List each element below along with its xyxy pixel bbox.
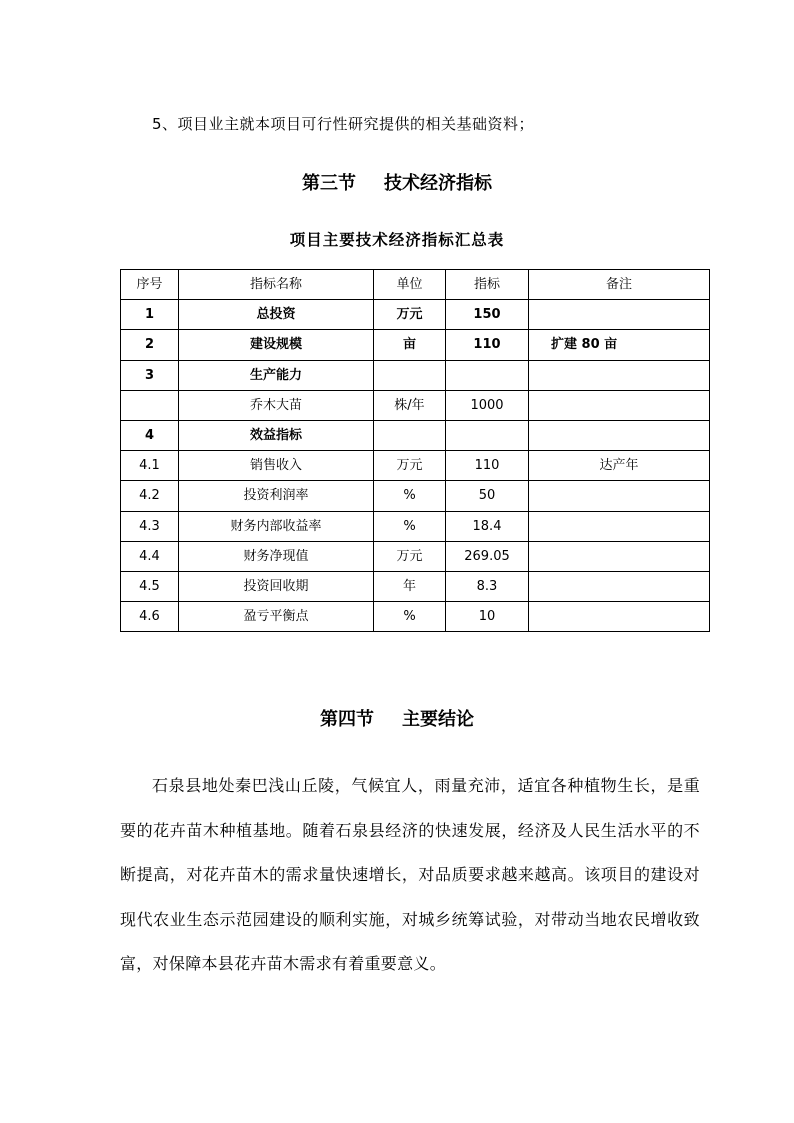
table-cell: 株/年 <box>374 390 446 420</box>
table-cell <box>529 481 710 511</box>
table-cell: 8.3 <box>446 571 529 601</box>
intro-list-item: 5、项目业主就本项目可行性研究提供的相关基础资料； <box>152 115 535 133</box>
table-row <box>121 390 710 420</box>
header-cell: 序号 <box>121 270 179 300</box>
table-cell <box>529 420 710 450</box>
table-cell: % <box>374 602 446 632</box>
table-cell: 4.1 <box>121 451 179 481</box>
table-cell: 4.2 <box>121 481 179 511</box>
table-row <box>121 541 710 571</box>
table-row <box>121 300 710 330</box>
table-cell: 2 <box>121 330 179 360</box>
table-cell <box>529 390 710 420</box>
table-cell: 万元 <box>374 451 446 481</box>
table-cell: 4.3 <box>121 511 179 541</box>
header-cell: 指标 <box>446 270 529 300</box>
table-row <box>121 420 710 450</box>
table-cell: 乔木大苗 <box>179 390 374 420</box>
table-cell: 10 <box>446 602 529 632</box>
table-row <box>121 451 710 481</box>
section3-title: 技术经济指标 <box>384 173 492 194</box>
table-cell: 销售收入 <box>179 451 374 481</box>
table-cell: 总投资 <box>179 300 374 330</box>
table-cell: 万元 <box>374 300 446 330</box>
table-cell <box>529 511 710 541</box>
table-row <box>121 360 710 390</box>
conclusion-paragraph: 石泉县地处秦巴浅山丘陵，气候宜人，雨量充沛，适宜各种植物生长，是重要的花卉苗木种植基地。随着石泉县经济的快速发展，经济及人民生活水平的不断提高，对花卉苗木的需求量快速增长，对品质要求越来越高。该项目的建设对现代农业生态示范园建设的顺利实施，对城乡统筹试验，对带动当地农民增收致富，对保障本县花卉苗木需求有着重要意义。 <box>120 776 700 974</box>
table-cell: 投资利润率 <box>179 481 374 511</box>
table-cell: 110 <box>446 330 529 360</box>
table-header-row <box>121 270 710 300</box>
table-cell: 150 <box>446 300 529 330</box>
table-title: 项目主要技术经济指标汇总表 <box>289 231 505 249</box>
table-row <box>121 481 710 511</box>
table-cell: 4.4 <box>121 541 179 571</box>
table-cell: 110 <box>446 451 529 481</box>
table-cell <box>121 390 179 420</box>
table-cell: 4.5 <box>121 571 179 601</box>
table-cell: 年 <box>374 571 446 601</box>
table-cell <box>529 360 710 390</box>
table-cell <box>529 541 710 571</box>
table-cell <box>446 420 529 450</box>
table-cell: 1000 <box>446 390 529 420</box>
header-cell: 单位 <box>374 270 446 300</box>
indicator-summary-table <box>120 269 710 632</box>
section3-number: 第三节 <box>302 173 356 194</box>
table-cell: 4 <box>121 420 179 450</box>
header-cell: 指标名称 <box>179 270 374 300</box>
table-cell: 投资回收期 <box>179 571 374 601</box>
table-cell: % <box>374 481 446 511</box>
table-cell <box>446 360 529 390</box>
table-cell: 财务内部收益率 <box>179 511 374 541</box>
conclusion-body <box>120 764 700 987</box>
table-row <box>121 571 710 601</box>
table-row <box>121 602 710 632</box>
table-cell: 生产能力 <box>179 360 374 390</box>
table-cell <box>529 300 710 330</box>
table-cell: % <box>374 511 446 541</box>
table-cell <box>529 602 710 632</box>
table-cell: 达产年 <box>529 451 710 481</box>
table-cell: 扩建 80 亩 <box>529 330 710 360</box>
table-cell: 4.6 <box>121 602 179 632</box>
table-cell: 盈亏平衡点 <box>179 602 374 632</box>
section3-heading <box>0 169 794 195</box>
table-cell: 效益指标 <box>179 420 374 450</box>
table-cell: 3 <box>121 360 179 390</box>
table-cell: 50 <box>446 481 529 511</box>
table-cell: 亩 <box>374 330 446 360</box>
table-cell: 建设规模 <box>179 330 374 360</box>
header-cell: 备注 <box>529 270 710 300</box>
table-cell <box>374 360 446 390</box>
table-cell <box>529 571 710 601</box>
table-row <box>121 511 710 541</box>
table-cell: 财务净现值 <box>179 541 374 571</box>
table-cell: 万元 <box>374 541 446 571</box>
table-cell: 18.4 <box>446 511 529 541</box>
table-row <box>121 330 710 360</box>
section4-number: 第四节 <box>320 709 374 730</box>
table-cell: 269.05 <box>446 541 529 571</box>
table-cell: 1 <box>121 300 179 330</box>
table-cell <box>374 420 446 450</box>
section4-heading <box>0 705 794 731</box>
section4-title: 主要结论 <box>402 709 474 730</box>
